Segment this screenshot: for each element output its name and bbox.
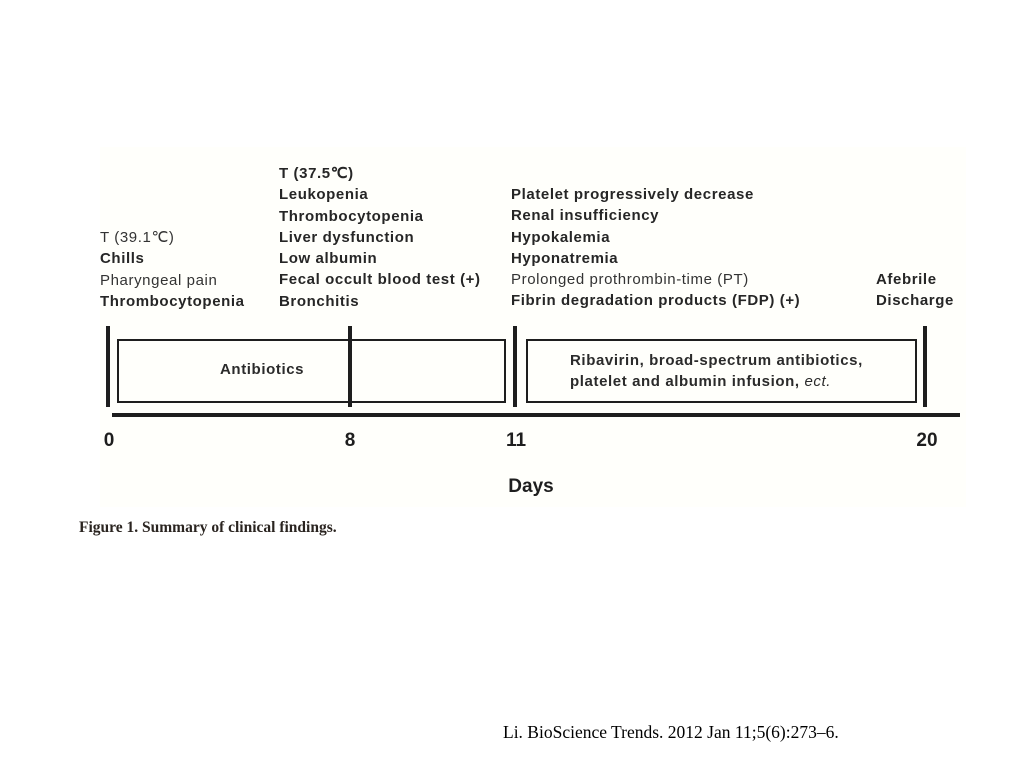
tick-label-day20: 20	[916, 430, 938, 451]
ribavirin-label-line2-main: platelet and albumin infusion,	[570, 373, 805, 390]
ribavirin-label-line2	[570, 371, 863, 392]
day8-findings	[279, 163, 481, 312]
figure-caption: Figure 1. Summary of clinical findings.	[79, 519, 337, 536]
antibiotics-period-box	[117, 339, 506, 403]
day0-finding: Chills	[100, 250, 145, 268]
day11-findings	[511, 184, 800, 312]
day0-findings	[100, 227, 245, 312]
ribavirin-label	[570, 350, 863, 392]
day8-marker	[348, 326, 352, 407]
tick-label-day11: 11	[505, 430, 527, 451]
day0-marker	[106, 326, 110, 407]
time-axis	[112, 413, 960, 417]
day8-finding: Low albumin	[279, 250, 378, 268]
day8-temperature: T (37.5℃)	[279, 165, 354, 182]
ribavirin-label-line2-italic: ect.	[804, 373, 832, 390]
day11-marker	[513, 326, 517, 407]
day0-temperature: T (39.1℃)	[100, 229, 175, 246]
day11-finding: Fibrin degradation products (FDP) (+)	[511, 292, 801, 310]
day20-finding: Discharge	[876, 292, 954, 310]
axis-title: Days	[508, 476, 554, 497]
day0-finding: Thrombocytopenia	[100, 292, 245, 310]
day8-finding: Leukopenia	[279, 186, 369, 204]
day11-finding: Hyponatremia	[511, 249, 619, 267]
day0-finding: Pharyngeal pain	[100, 271, 218, 289]
antibiotics-label: Antibiotics	[220, 361, 305, 378]
citation: Li. BioScience Trends. 2012 Jan 11;5(6):273–6.	[503, 722, 839, 742]
day8-finding: Bronchitis	[279, 292, 360, 310]
tick-label-day8: 8	[344, 430, 356, 451]
day8-finding: Fecal occult blood test (+)	[279, 271, 481, 289]
day11-finding: Renal insufficiency	[511, 207, 660, 225]
day20-marker	[923, 326, 927, 407]
day8-finding: Liver dysfunction	[279, 228, 415, 246]
day11-finding: Prolonged prothrombin-time (PT)	[511, 271, 749, 289]
day20-findings	[876, 269, 954, 312]
day11-finding: Hypokalemia	[511, 228, 611, 246]
day11-finding: Platelet progressively decrease	[511, 186, 754, 203]
ribavirin-label-line1: Ribavirin, broad-spectrum antibiotics,	[570, 352, 863, 369]
day20-finding: Afebrile	[876, 271, 937, 288]
tick-label-day0: 0	[103, 430, 115, 451]
day8-finding: Thrombocytopenia	[279, 207, 424, 225]
